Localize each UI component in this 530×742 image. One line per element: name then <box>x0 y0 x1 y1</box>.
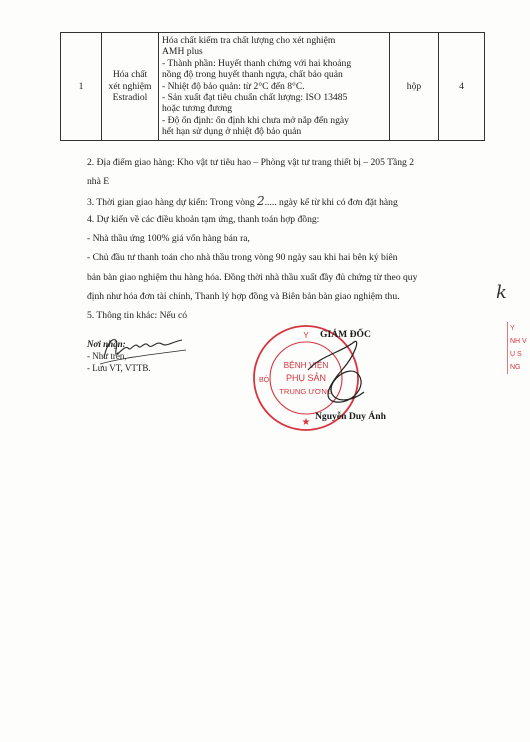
edge-stamp-line: Y <box>510 325 515 332</box>
recipients-title: Nơi nhận: <box>87 339 126 349</box>
handwritten-days: 2 <box>257 194 265 208</box>
item-name-line: xét nghiệm <box>108 80 152 92</box>
seal-line: PHỤ SẢN <box>285 373 327 383</box>
signatory-name: Nguyễn Duy Ánh <box>315 411 386 422</box>
recipient-item: - Như trên, <box>87 351 127 361</box>
edge-stamp-line: Ụ S <box>510 351 522 358</box>
quantity-cell: 4 <box>439 33 485 141</box>
delivery-time <box>87 195 398 209</box>
svg-text:★: ★ <box>301 417 311 428</box>
delivery-time-suffix: ..... ngày kể từ khi có đơn đặt hàng <box>264 197 398 208</box>
seal-line: BỆNH VIỆN <box>283 360 329 370</box>
payment-term-line: - Nhà thầu ứng 100% giá vốn hàng bán ra, <box>87 233 250 244</box>
seal-line: TRUNG ƯƠNG <box>279 387 333 396</box>
table-row <box>61 33 485 141</box>
spec-line: - Thành phần: Huyết thanh chứng với hai khoảng <box>162 57 352 69</box>
spec-line: Hóa chất kiểm tra chất lượng cho xét nghiệm <box>162 35 336 46</box>
edge-stamp-line: NH V <box>510 338 527 345</box>
spec-line: - Độ ổn định: ổn định khi chưa mở nắp đến ngày <box>162 114 349 126</box>
delivery-location-line: 2. Địa điểm giao hàng: Kho vật tư tiêu hao – Phòng vật tư trang thiết bị – 205 Tầng 2 <box>87 157 415 168</box>
director-signature <box>298 330 378 414</box>
items-table <box>60 32 485 141</box>
other-info: 5. Thông tin khác: Nếu có <box>87 310 188 321</box>
spec-line: hết hạn sử dụng ở nhiệt độ bảo quản <box>162 126 302 138</box>
delivery-time-prefix: 3. Thời gian giao hàng dự kiến: Trong vòng <box>87 197 257 208</box>
recipient-item: - Lưu VT, VTTB. <box>87 363 151 373</box>
partial-edge-stamp <box>507 322 527 374</box>
spec-line: - Sản xuất đạt tiêu chuẩn chất lượng: ISO 13485 <box>162 92 348 104</box>
svg-text:BỘ: BỘ <box>259 377 270 384</box>
edge-stamp-line: NG <box>510 364 521 371</box>
spec-line: hoặc tương đương <box>162 103 233 115</box>
item-name-line: Hóa chất <box>112 69 148 81</box>
item-name-line: Estradiol <box>112 92 148 104</box>
item-specification <box>159 33 390 141</box>
margin-mark-text: k <box>496 282 507 303</box>
svg-text:Y: Y <box>303 331 309 340</box>
signatory-title: GIÁM ĐỐC <box>320 329 371 340</box>
margin-handwritten-mark <box>496 282 507 303</box>
row-number: 1 <box>61 33 102 141</box>
delivery-location-line: nhà E <box>87 176 110 187</box>
payment-term-line: - Chủ đầu tư thanh toán cho nhà thầu trong vòng 90 ngày sau khi hai bên ký biên <box>87 252 398 263</box>
spec-line: AMH plus <box>162 46 203 58</box>
spec-line: nồng độ trong huyết thanh ngựa, chất bảo quản <box>162 69 343 81</box>
initial-signature <box>86 330 196 370</box>
payment-term-line: định như hóa đơn tài chính, Thanh lý hợp đồng và Biên bản bàn giao nghiệm thu. <box>87 291 400 302</box>
item-name <box>102 33 159 141</box>
payment-term-line: bản bàn giao nghiệm thu hàng hóa. Đồng thời nhà thầu xuất đầy đủ chứng từ theo quy <box>87 272 418 283</box>
payment-terms-heading: 4. Dự kiến về các điều khoản tạm ứng, thanh toán hợp đồng: <box>87 214 320 225</box>
unit-cell: hộp <box>390 33 439 141</box>
spec-line: - Nhiệt độ bảo quản: từ 2°C đến 8°C. <box>162 80 305 92</box>
